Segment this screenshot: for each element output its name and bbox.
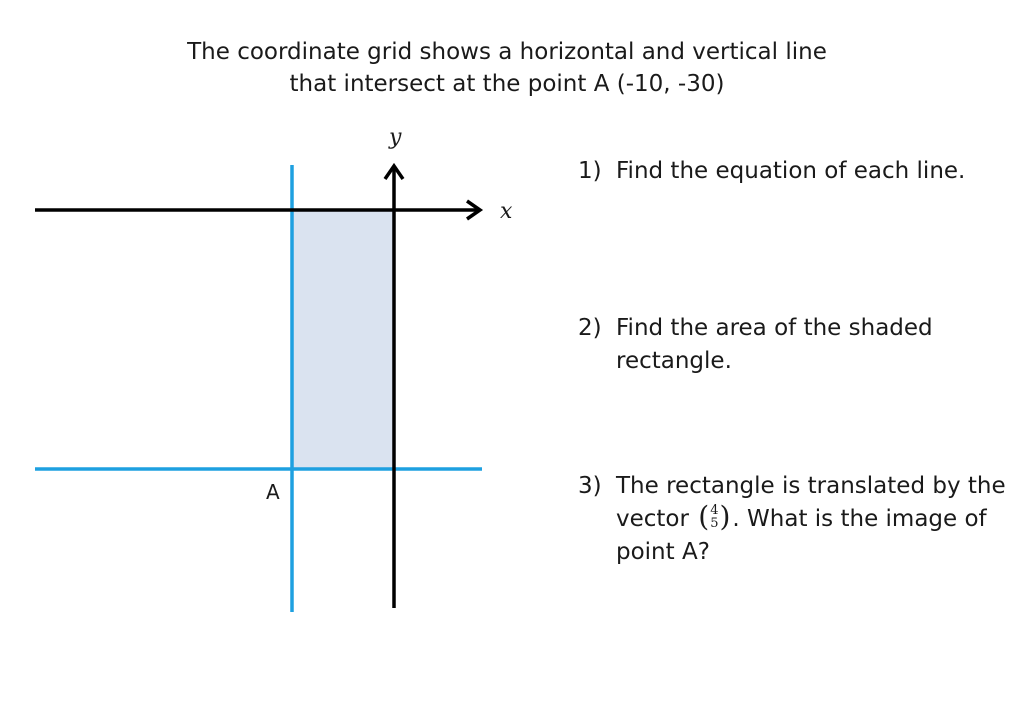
title-line-2: that intersect at the point A (-10, -30)	[289, 71, 725, 97]
title-line-1: The coordinate grid shows a horizontal and vertical line	[187, 39, 827, 65]
vector-top: 4	[710, 503, 719, 518]
question-3-number: 3)	[578, 473, 602, 499]
question-1-number: 1)	[578, 158, 602, 184]
shaded-rectangle	[292, 210, 394, 469]
question-3-text-after: . What is the image of point A?	[616, 506, 987, 565]
x-axis-label: x	[500, 199, 513, 224]
translation-vector: ( 4 5 )	[698, 500, 731, 533]
question-2-text: Find the area of the shaded rectangle.	[616, 315, 933, 374]
vector-bottom: 5	[710, 516, 719, 531]
question-1-text: Find the equation of each line.	[616, 158, 966, 184]
question-2-number: 2)	[578, 315, 602, 341]
question-3-text	[616, 470, 1008, 569]
point-a-label: A	[266, 480, 280, 504]
question-3-text-before: The rectangle is translated by the vector	[616, 473, 1006, 532]
y-axis-label: y	[389, 125, 402, 150]
